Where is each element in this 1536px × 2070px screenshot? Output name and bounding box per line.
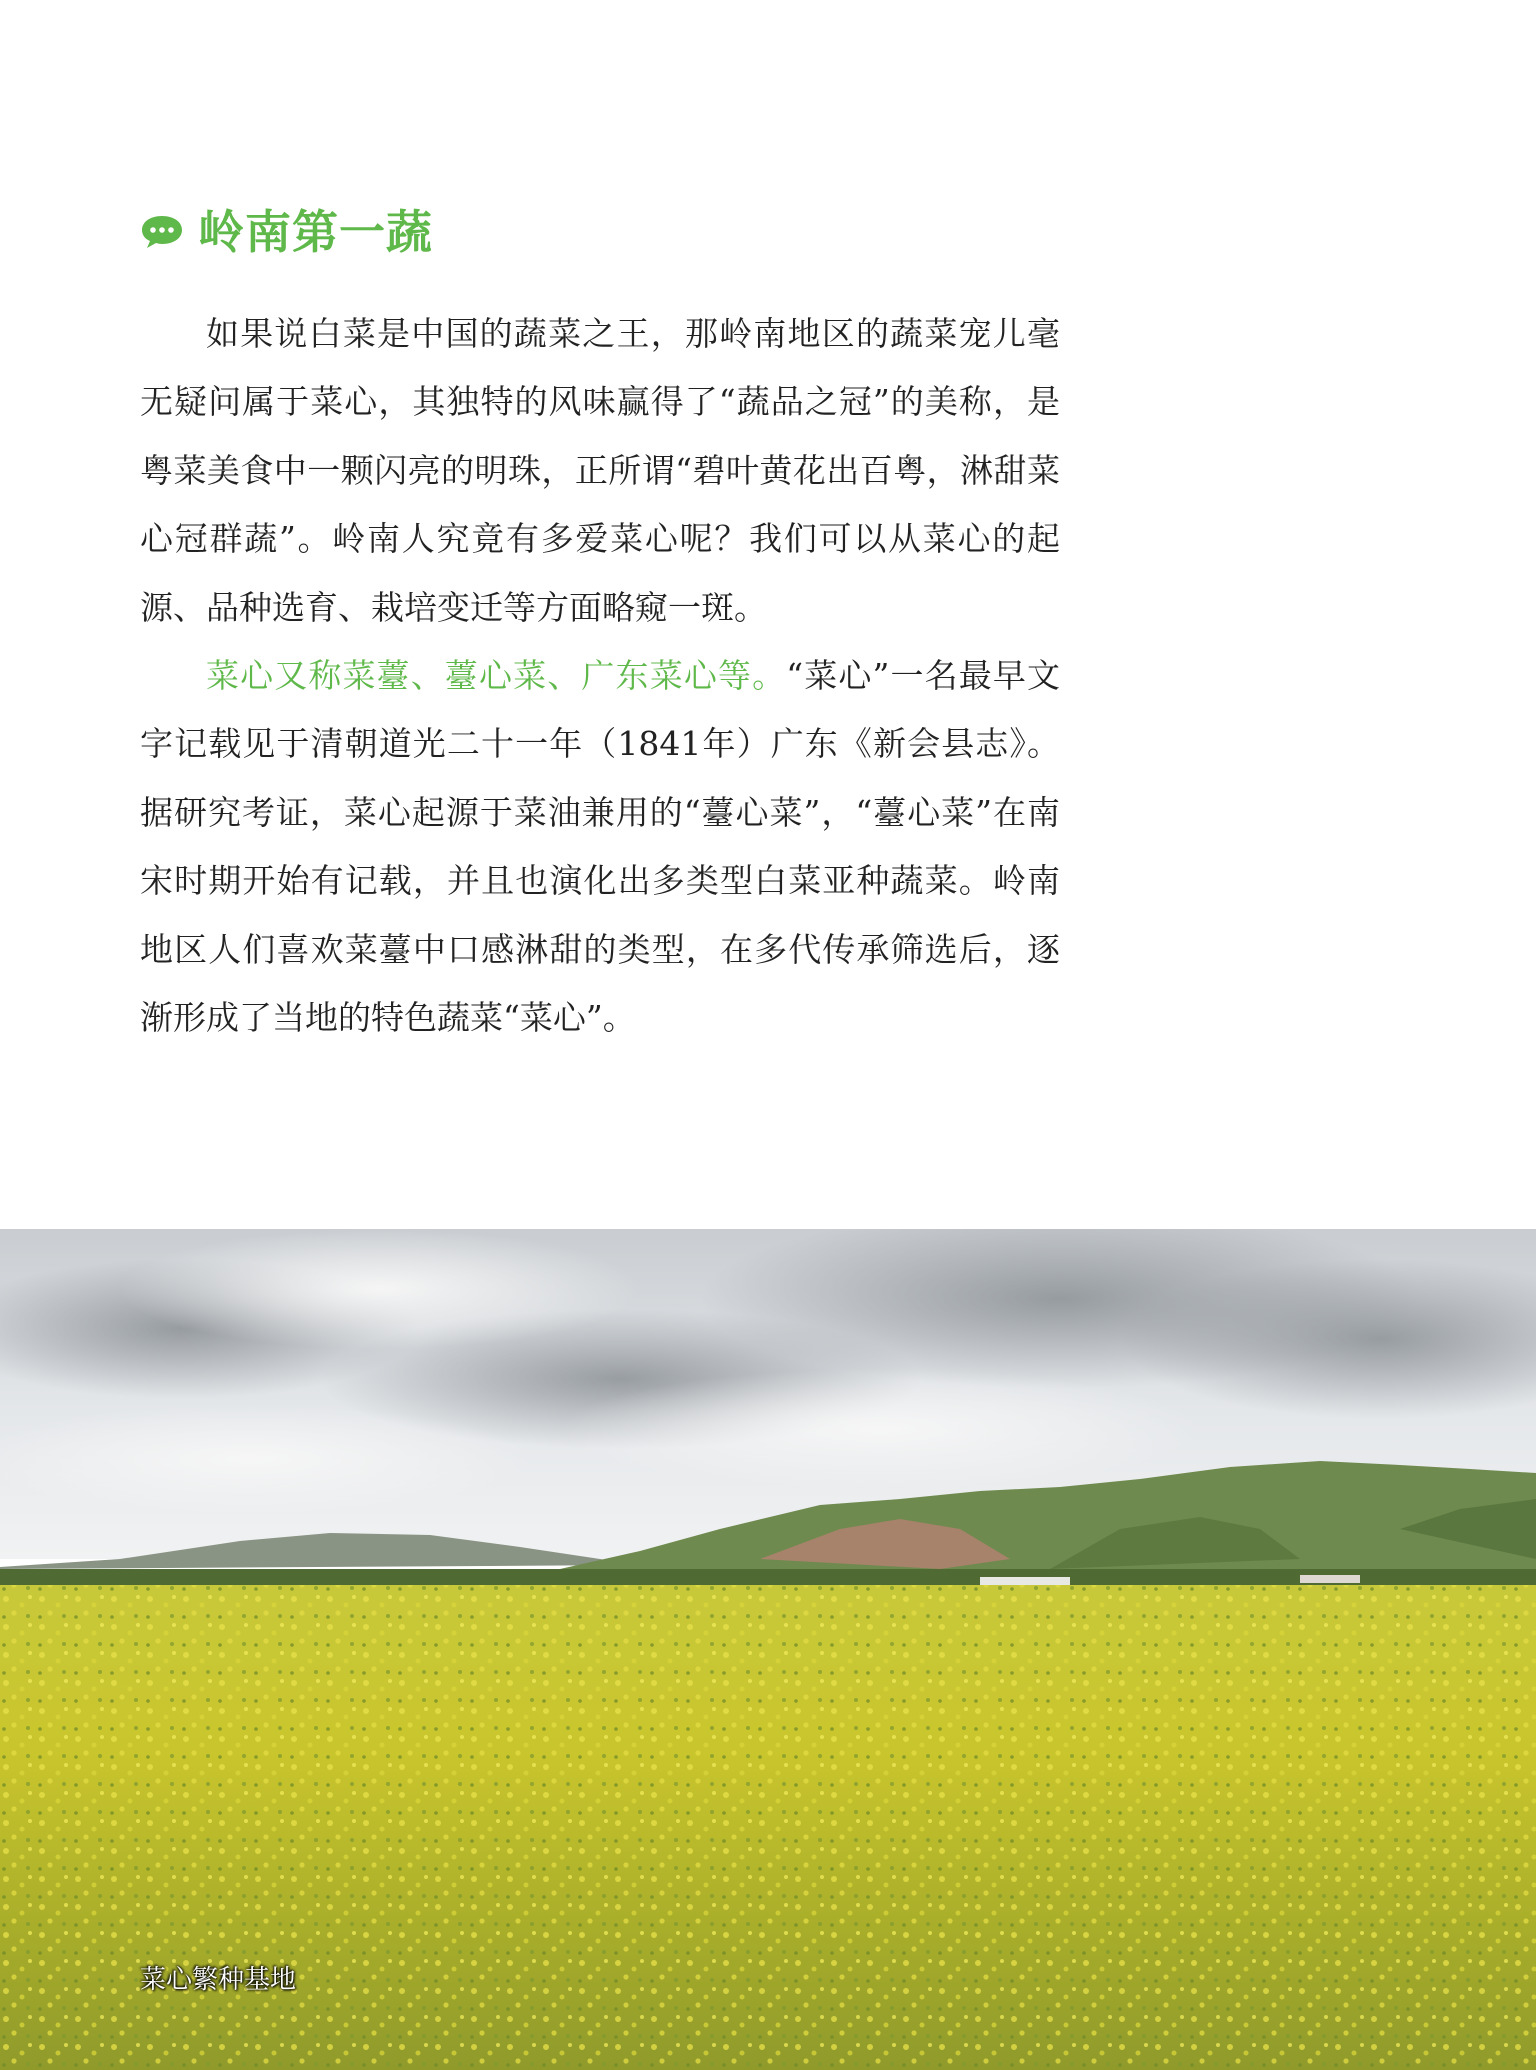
paragraph-1: 如果说白菜是中国的蔬菜之王，那岭南地区的蔬菜宠儿毫无疑问属于菜心，其独特的风味赢得了“蔬品之冠”的美称，是粤菜美食中一颗闪亮的明珠，正所谓“碧叶黄花出百粤，淋甜菜心冠群蔬”。岭南人究竟有多爱菜心呢？我们可以从菜心的起源、品种选育、栽培变迁等方面略窥一斑。 xyxy=(140,314,1060,627)
field-photo xyxy=(0,1229,1536,2070)
section-heading xyxy=(140,200,433,264)
field-photo-illustration xyxy=(0,1229,1536,2070)
section-title: 岭南第一蔬 xyxy=(198,205,433,259)
highlight-text: 菜心又称菜薹、薹心菜、广东菜心等。 xyxy=(206,656,787,696)
paragraph-2 xyxy=(140,642,1060,1052)
photo-caption: 菜心繁种基地 xyxy=(140,1965,297,1995)
speech-bubble-icon xyxy=(140,214,184,250)
article-body xyxy=(140,300,1060,1052)
paragraph-2-text: “菜心”一名最早文字记载见于清朝道光二十一年（1841年）广东《新会县志》。据研究考证，菜心起源于菜油兼用的“薹心菜”，“薹心菜”在南宋时期开始有记载，并且也演化出多类型白菜亚种蔬菜。岭南地区人们喜欢菜薹中口感淋甜的类型，在多代传承筛选后，逐渐形成了当地的特色蔬菜“菜心”。 xyxy=(140,656,1061,1038)
